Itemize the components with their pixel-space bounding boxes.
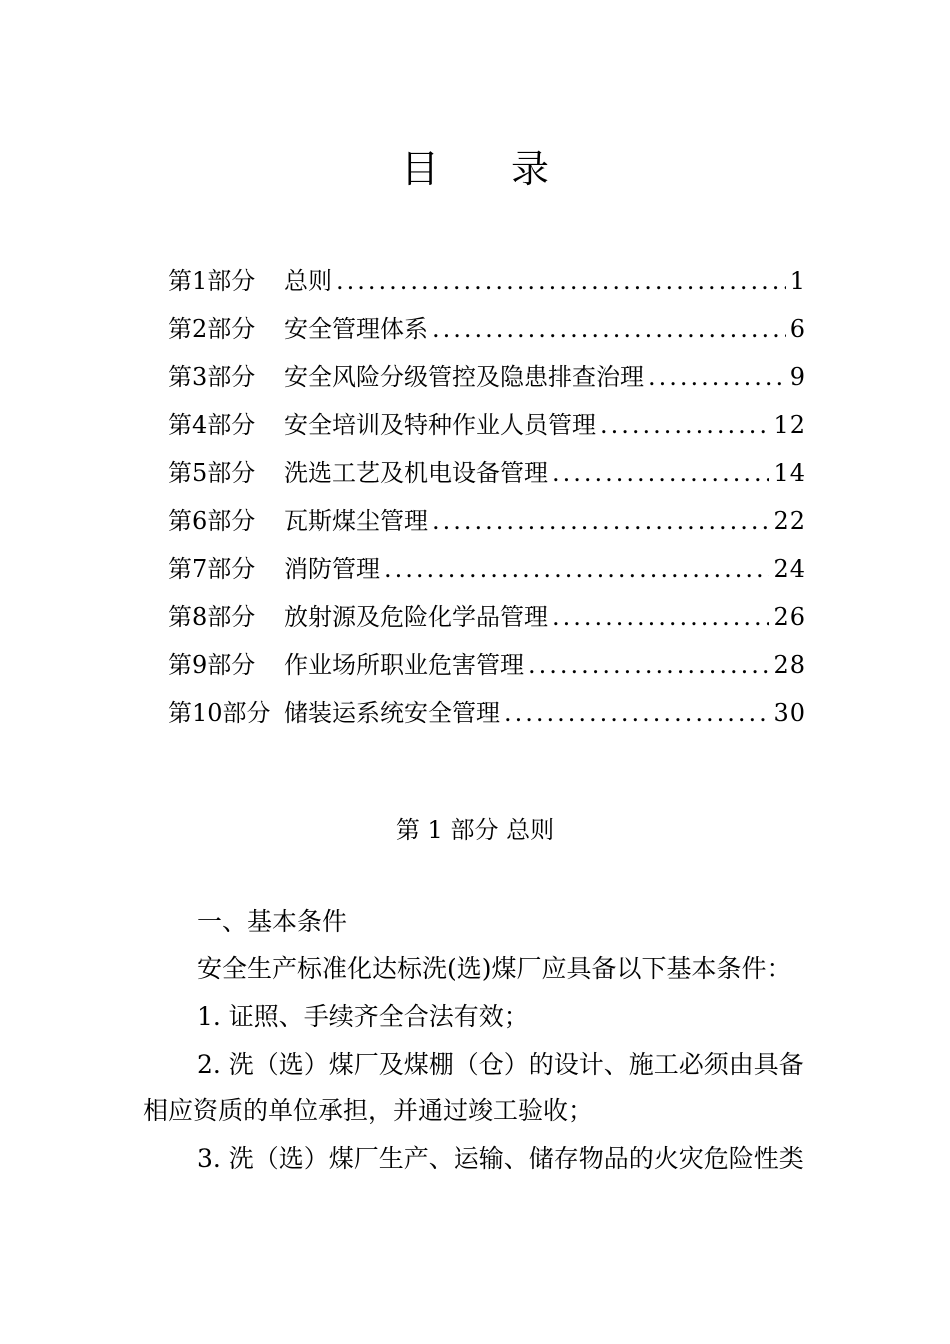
toc-leader-dots	[432, 305, 786, 353]
toc-entry-page: 9	[789, 363, 806, 391]
toc-entry-page: 14	[773, 459, 806, 487]
toc-entry[interactable]	[168, 545, 806, 593]
toc-entry[interactable]	[168, 689, 806, 737]
toc-entry-number: 第1部分	[168, 267, 256, 295]
toc-leader-dots	[552, 593, 769, 641]
toc-entry[interactable]	[168, 593, 806, 641]
toc-entry-name: 瓦斯煤尘管理	[284, 507, 428, 535]
section-subheading: 一、基本条件	[197, 907, 348, 936]
toc-title: 目 录	[400, 147, 580, 191]
toc-entry-page: 24	[773, 555, 806, 583]
toc-entry-number: 第3部分	[168, 363, 256, 391]
list-item: 1. 证照、手续齐全合法有效；	[197, 1002, 529, 1031]
intro-paragraph: 安全生产标准化达标洗(选)煤厂应具备以下基本条件：	[197, 954, 792, 983]
toc-entry-page: 28	[773, 651, 806, 679]
toc-entry-number: 第8部分	[168, 603, 256, 631]
toc-entry[interactable]	[168, 401, 806, 449]
toc-entry-number: 第7部分	[168, 555, 256, 583]
toc-entry[interactable]	[168, 257, 806, 305]
list-item: 2. 洗（选）煤厂及煤棚（仓）的设计、施工必须由具备相应资质的单位承担，并通过竣工验收；	[143, 1050, 804, 1125]
section-body	[143, 898, 808, 1184]
section-heading: 第 1 部分 总则	[395, 816, 555, 844]
toc-entry-name: 安全管理体系	[284, 315, 428, 343]
toc-entry-name: 安全培训及特种作业人员管理	[284, 411, 596, 439]
toc-entry-name: 作业场所职业危害管理	[284, 651, 524, 679]
toc-leader-dots	[432, 497, 769, 545]
toc-entry-page: 30	[773, 699, 806, 727]
toc-leader-dots	[528, 641, 769, 689]
toc-leader-dots	[504, 689, 769, 737]
toc-entry-page: 22	[773, 507, 806, 535]
toc-entry-number: 第6部分	[168, 507, 256, 535]
toc-entry-page: 1	[789, 267, 806, 295]
toc-entry-number: 第9部分	[168, 651, 256, 679]
toc-entry-name: 洗选工艺及机电设备管理	[284, 459, 548, 487]
toc-entry[interactable]	[168, 497, 806, 545]
toc-entry-number: 第10部分	[168, 699, 271, 727]
toc-entry-page: 6	[789, 315, 806, 343]
toc-entry-page: 26	[773, 603, 806, 631]
toc-entry[interactable]	[168, 449, 806, 497]
toc-leader-dots	[336, 257, 786, 305]
toc-entry-number: 第5部分	[168, 459, 256, 487]
toc-entry-name: 放射源及危险化学品管理	[284, 603, 548, 631]
toc-entry-name: 总则	[284, 267, 332, 295]
toc-entry[interactable]	[168, 353, 806, 401]
toc-leader-dots	[384, 545, 769, 593]
toc-entry-page: 12	[773, 411, 806, 439]
toc-leader-dots	[648, 353, 786, 401]
toc-leader-dots	[552, 449, 769, 497]
toc-leader-dots	[600, 401, 769, 449]
toc-entry[interactable]	[168, 641, 806, 689]
list-item: 3. 洗（选）煤厂生产、运输、储存物品的火灾危险性类	[197, 1144, 804, 1173]
toc-entry-name: 储装运系统安全管理	[284, 699, 500, 727]
toc-entry-name: 消防管理	[284, 555, 380, 583]
toc-entry-number: 第4部分	[168, 411, 256, 439]
toc-entry[interactable]	[168, 305, 806, 353]
toc-entry-name: 安全风险分级管控及隐患排查治理	[284, 363, 644, 391]
toc-entry-number: 第2部分	[168, 315, 256, 343]
table-of-contents	[168, 257, 806, 737]
